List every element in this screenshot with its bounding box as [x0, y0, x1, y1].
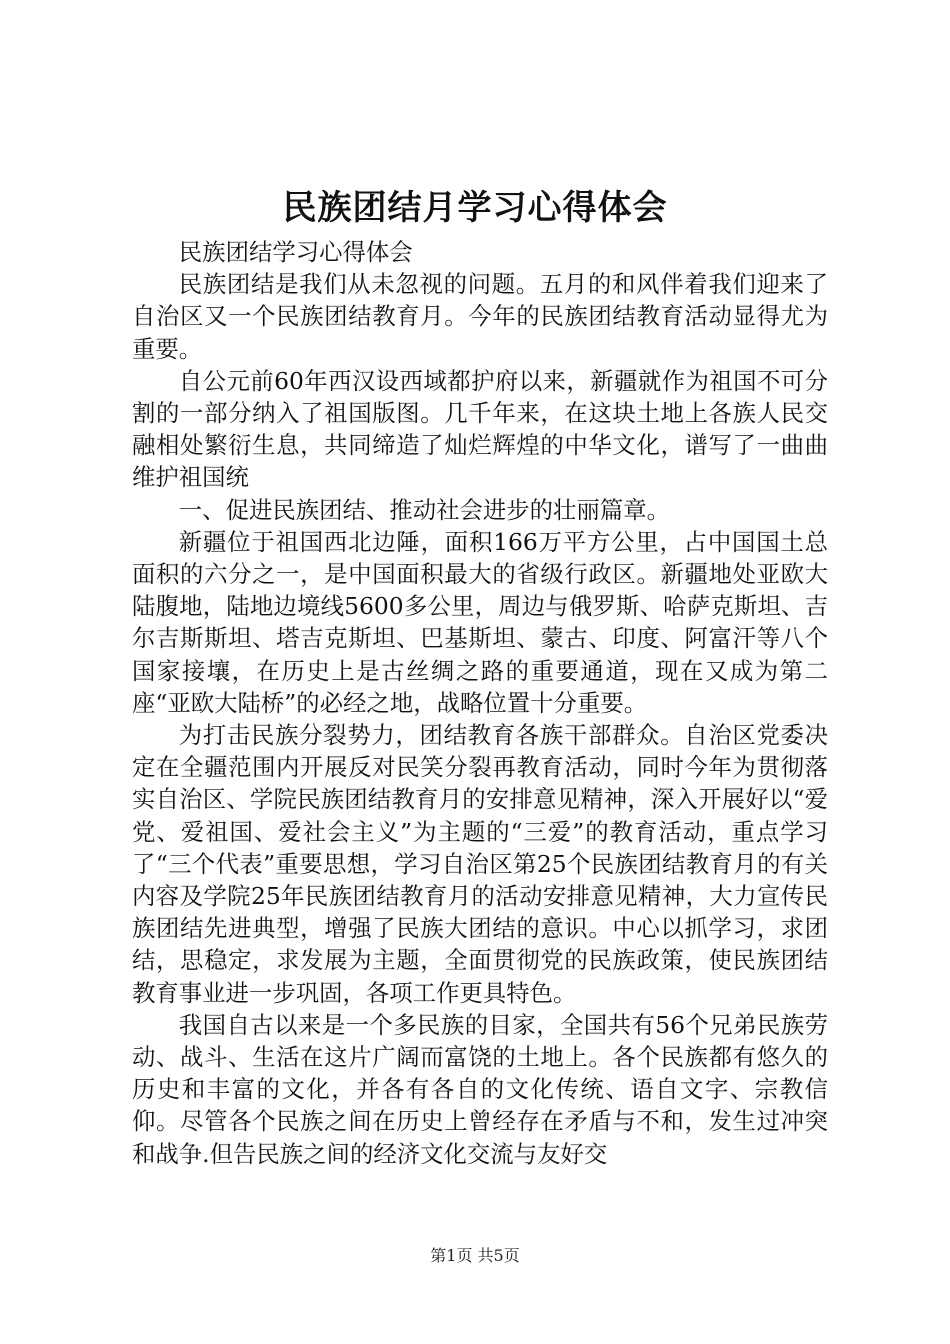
paragraph: 新疆位于祖国西北边陲，面积166万平方公里，占中国国土总面积的六分之一，是中国面积最大的省级行政区。新疆地处亚欧大陆腹地，陆地边境线5600多公里，周边与俄罗斯、哈萨克斯坦、吉尔吉斯斯坦、塔吉克斯坦、巴基斯坦、蒙古、印度、阿富汗等八个国家接壤，在历史上是古丝绸之路的重要通道，现在又成为第二座“亚欧大陆桥”的必经之地，战略位置十分重要。: [132, 527, 828, 717]
paragraph: 为打击民族分裂势力，团结教育各族干部群众。自治区党委决定在全疆范围内开展反对民笑分裂再教育活动，同时今年为贯彻落实自治区、学院民族团结教育月的安排意见精神，深入开展好以“爱党、爱祖国、爱社会主义”为主题的“三爱”的教育活动，重点学习了“三个代表”重要思想，学习自治区第25个民族团结教育月的有关内容及学院25年民族团结教育月的活动安排意见精神，大力宣传民族团结先进典型，增强了民族大团结的意识。中心以抓学习，求团结，思稳定，求发展为主题，全面贯彻党的民族政策，使民族团结教育事业进一步巩固，各项工作更具特色。: [132, 721, 828, 1007]
section-heading: 一、促进民族团结、推动社会进步的壮丽篇章。: [178, 495, 670, 524]
paragraph: 民族团结是我们从未忽视的问题。五月的和风伴着我们迎来了自治区又一个民族团结教育月。今年的民族团结教育活动显得尤为重要。: [132, 270, 828, 363]
document-title: 民族团结月学习心得体会: [282, 188, 668, 228]
paragraph-subtitle: 民族团结学习心得体会: [178, 238, 413, 266]
paragraph: 我国自古以来是一个多民族的目家，全国共有56个兄弟民族劳动、战斗、生活在这片广阔而富饶的土地上。各个民族都有悠久的历史和丰富的文化，并各有各自的文化传统、语自文字、宗教信仰。尽管各个民族之间在历史上曾经存在矛盾与不和，发生过冲突和战争.但告民族之间的经济文化交流与友好交: [132, 1010, 828, 1168]
document-body: [132, 236, 828, 1170]
page-number: 第1页 共5页: [430, 1246, 520, 1265]
paragraph: 自公元前60年西汉设西域都护府以来，新疆就作为祖国不可分割的一部分纳入了祖国版图。几千年来，在这块土地上各族人民交融相处繁衍生息，共同缔造了灿烂辉煌的中华文化，谱写了一曲曲维护祖国统: [132, 366, 828, 492]
